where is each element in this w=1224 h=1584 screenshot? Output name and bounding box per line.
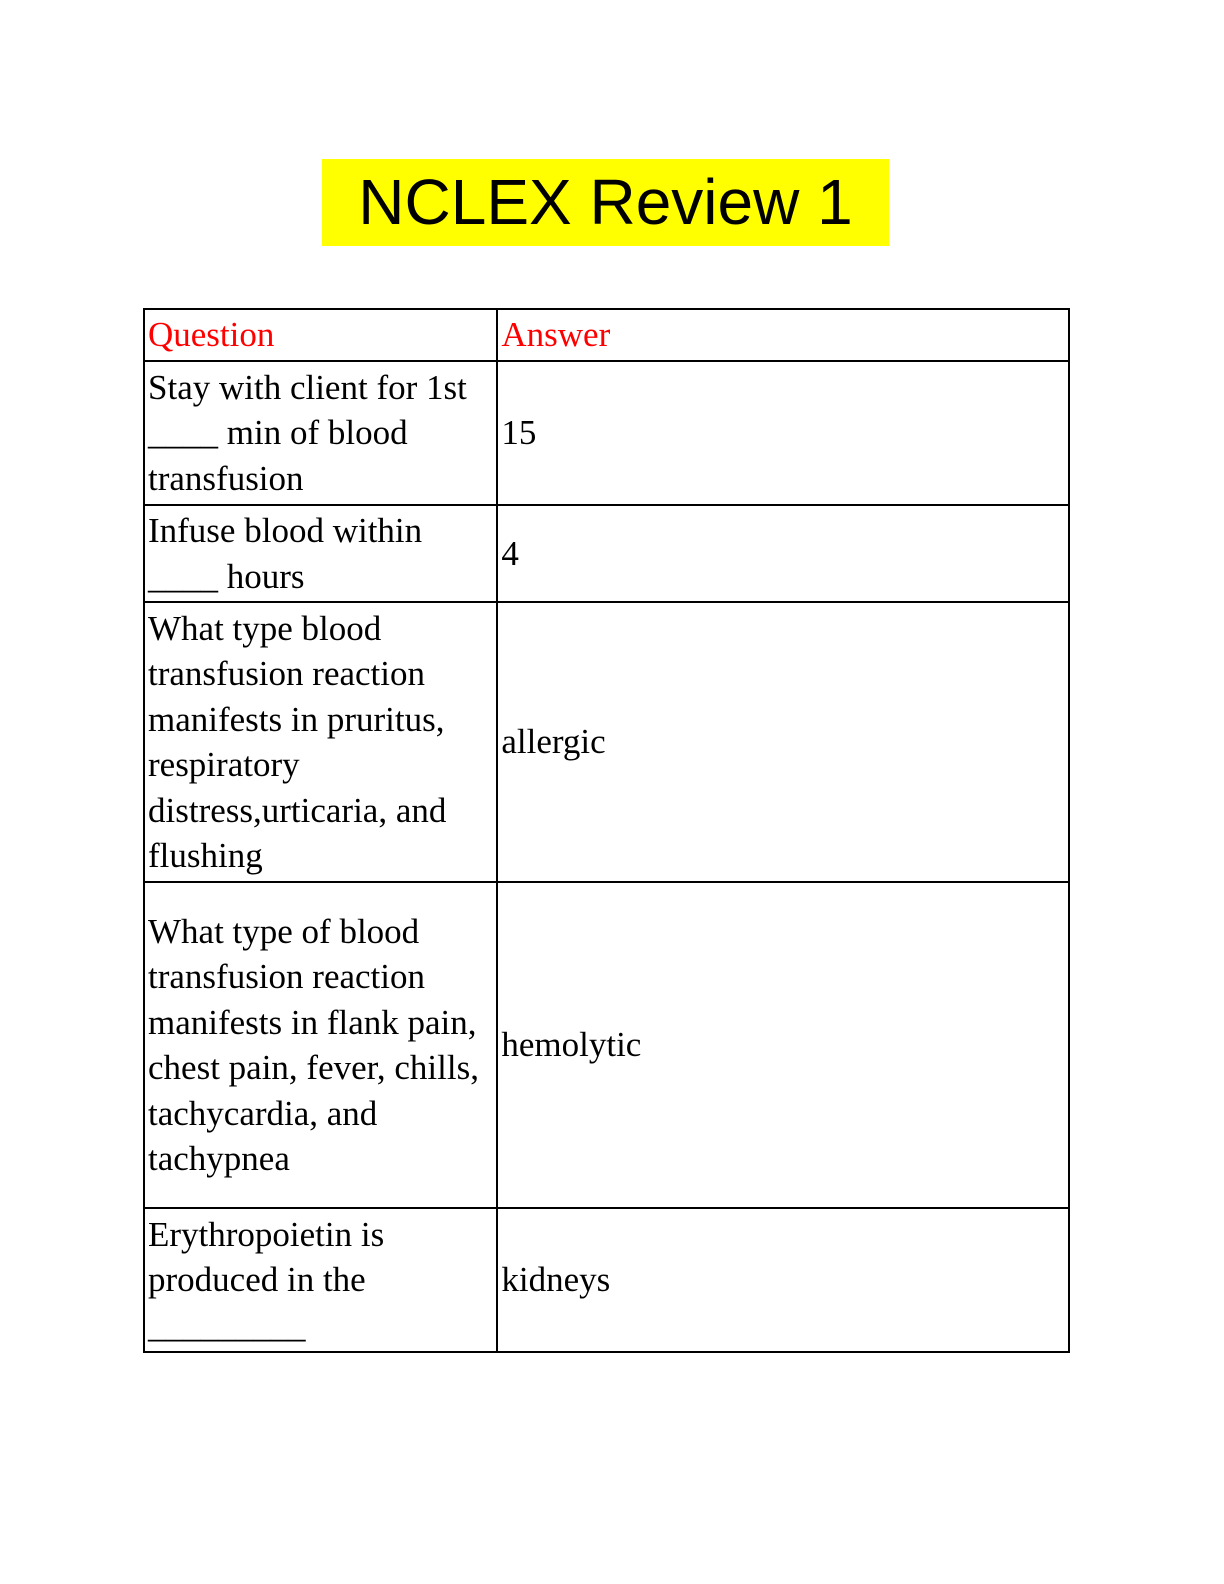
table-header-row <box>144 309 1069 361</box>
answer-cell: 15 <box>497 361 1069 505</box>
title-highlight <box>322 159 889 246</box>
table-row <box>144 361 1069 505</box>
page-title: NCLEX Review 1 <box>358 166 853 238</box>
question-cell: What type of blood transfusion reaction manifests in flank pain, chest pain, fever, chills, tachycardia, and tachypnea <box>144 882 497 1208</box>
answer-cell: 4 <box>497 505 1069 602</box>
answer-header: Answer <box>497 309 1069 361</box>
question-cell: Erythropoietin is produced in the _________ <box>144 1208 497 1352</box>
answer-cell: hemolytic <box>497 882 1069 1208</box>
question-cell: What type blood transfusion reaction manifests in pruritus, respiratory distress,urticaria, and flushing <box>144 602 497 882</box>
table-row <box>144 505 1069 602</box>
question-header: Question <box>144 309 497 361</box>
table-row <box>144 882 1069 1208</box>
answer-cell: kidneys <box>497 1208 1069 1352</box>
table-row <box>144 602 1069 882</box>
question-cell: Stay with client for 1st ____ min of blood transfusion <box>144 361 497 505</box>
table-row <box>144 1208 1069 1352</box>
question-cell: Infuse blood within ____ hours <box>144 505 497 602</box>
qa-table <box>143 308 1070 1353</box>
answer-cell: allergic <box>497 602 1069 882</box>
